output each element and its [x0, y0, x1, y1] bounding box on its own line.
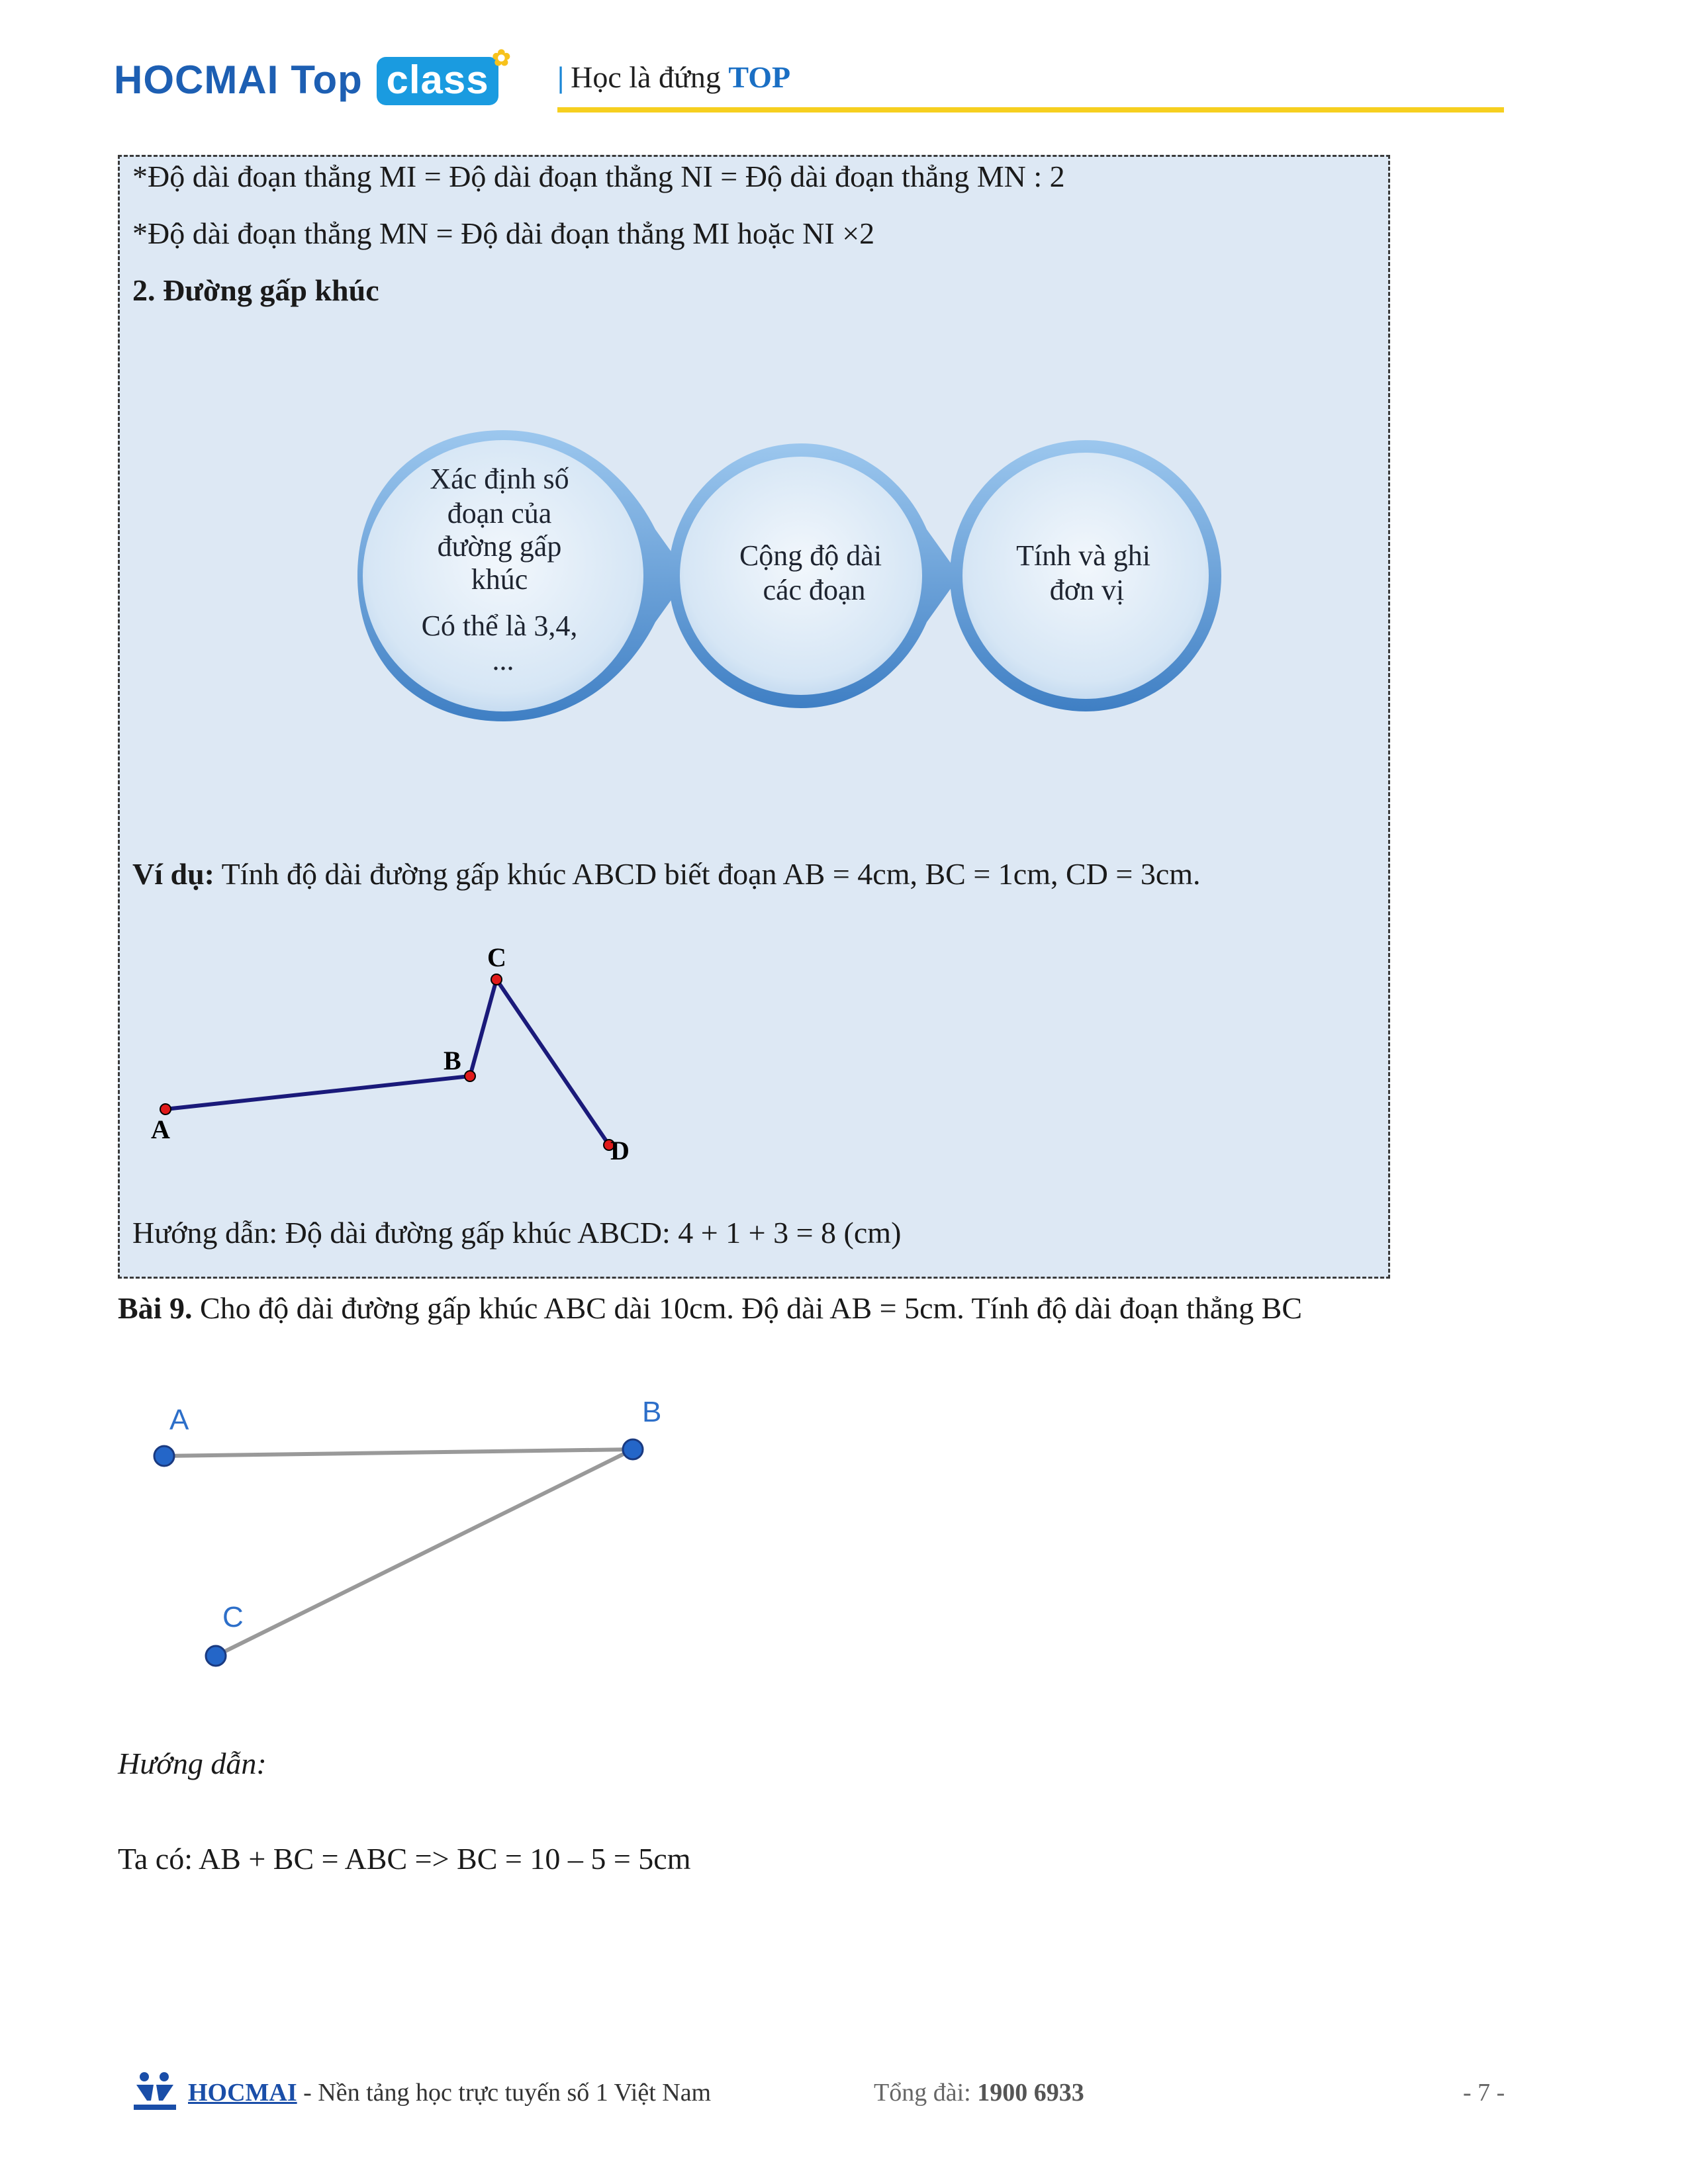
exercise-9: Bài 9. Cho độ dài đường gấp khúc ABC dài 10cm. Độ dài AB = 5cm. Tính độ dài đoạn thẳng BC: [118, 1291, 1303, 1325]
logo-class: class ✿: [377, 57, 498, 105]
label-c: C: [487, 942, 506, 972]
example-polyline-abcd: [119, 940, 715, 1178]
logo-hocmai: HOCMAI: [114, 58, 279, 102]
logo-top: Top: [291, 58, 363, 102]
section-title: 2. Đường gấp khúc: [132, 273, 379, 307]
point-b: [623, 1439, 643, 1459]
exercise-solution: Ta có: AB + BC = ABC => BC = 10 – 5 = 5cm: [118, 1842, 691, 1876]
point-c: [206, 1646, 226, 1666]
example-guide: Hướng dẫn: Độ dài đường gấp khúc ABCD: 4 + 1 + 3 = 8 (cm): [132, 1216, 902, 1250]
exercise-polyline-abc: [132, 1390, 728, 1681]
polyline-steps-diagram: [344, 417, 1238, 735]
example-line: Ví dụ: Tính độ dài đường gấp khúc ABCD biết đoạn AB = 4cm, BC = 1cm, CD = 3cm.: [132, 857, 1201, 891]
label-c: C: [222, 1601, 244, 1633]
exercise-guide-label: Hướng dẫn:: [118, 1747, 267, 1780]
header-slogan: | Học là đứng TOP: [557, 60, 791, 94]
polyline-abcd: [165, 979, 609, 1145]
page-number: - 7 -: [1463, 2079, 1505, 2107]
footer-brand-link[interactable]: HOCMAI: [188, 2079, 297, 2107]
point-a: [154, 1446, 174, 1466]
footer: HOCMAI - Nền tảng học trực tuyến số 1 Việt Nam Tổng đài: 1900 6933: [188, 2079, 1084, 2107]
divider-bar: |: [557, 60, 565, 94]
step-1-text: Xác định số đoạn của đường gấp khúc Có thể là 3,4, ...: [421, 463, 578, 676]
label-b: B: [642, 1396, 662, 1428]
step-3-text: Tính và ghi đơn vị: [1016, 539, 1150, 606]
segment-ab: [164, 1449, 633, 1456]
point-c: [491, 974, 502, 985]
hocmai-footer-logo-icon: [131, 2069, 179, 2115]
footer-hotline: Tổng đài: 1900 6933: [874, 2079, 1084, 2107]
midpoint-rule-1: *Độ dài đoạn thẳng MI = Độ dài đoạn thẳng NI = Độ dài đoạn thẳng MN : 2: [132, 159, 1065, 193]
midpoint-rule-2: *Độ dài đoạn thẳng MN = Độ dài đoạn thẳng MI hoặc NI ×2: [132, 216, 875, 250]
label-a: A: [151, 1115, 170, 1144]
point-b: [465, 1071, 475, 1081]
hocmai-topclass-logo: [114, 46, 512, 105]
label-a: A: [169, 1404, 189, 1436]
header-underline: [557, 107, 1504, 113]
star-icon: ✿: [492, 46, 512, 71]
label-d: D: [610, 1136, 630, 1165]
point-a: [160, 1104, 171, 1115]
step-2-text: Cộng độ dài các đoạn: [739, 539, 882, 606]
label-b: B: [444, 1046, 461, 1075]
segment-bc: [216, 1449, 633, 1656]
